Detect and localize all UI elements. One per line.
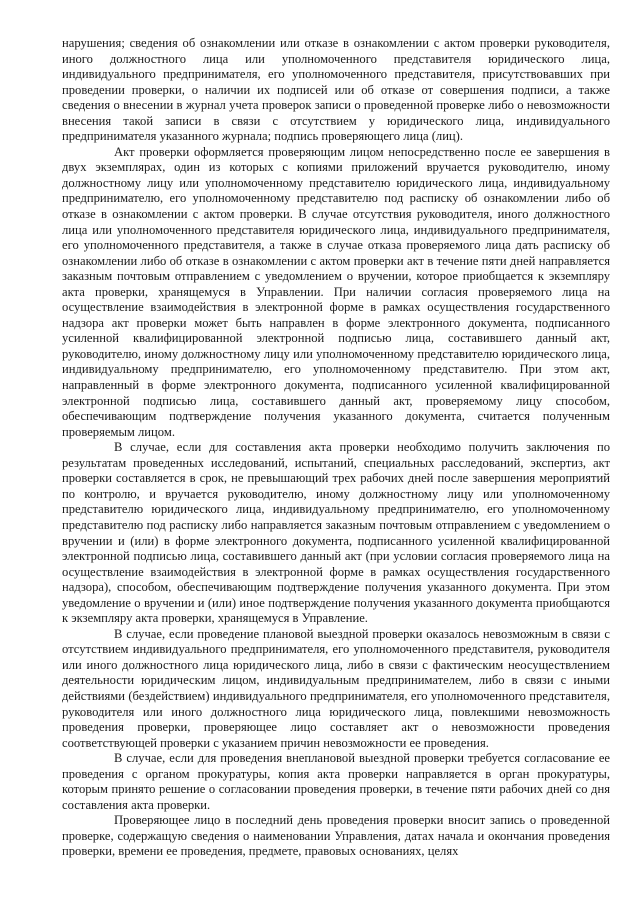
paragraph-5: В случае, если для проведения внеплановой выездной проверки требуется согласование ее проведения с органом прокуратуры, копия акта проверки направляется в орган прокуратуры, которым принято решение о согласовании проведения проверки, в течение пяти рабочих дней со дня составления акта проверки.	[62, 751, 610, 812]
paragraph-6: Проверяющее лицо в последний день проведения проверки вносит запись о проведенной проверке, содержащую сведения о наименовании Управления, датах начала и окончания проведения проверки, времени ее проведения, предмете, правовых основаниях, целях	[62, 813, 610, 859]
paragraph-3: В случае, если для составления акта проверки необходимо получить заключения по результатам проведенных исследований, испытаний, специальных расследований, экспертиз, акт проверки составляется в срок, не превышающий трех рабочих дней после завершения мероприятий по контролю, и вручается руководителю, иному должностному лицу или уполномоченному представителю юридического лица, индивидуальному предпринимателю, его уполномоченному представителю под расписку либо направляется заказным почтовым отправлением с уведомлением о вручении и (или) в форме электронного документа, подписанного усиленной квалифицированной электронной подписью лица, составившего данный акт (при условии согласия проверяемого лица на осуществление взаимодействия в электронной форме в рамках осуществления государственного надзора), способом, обеспечивающим подтверждение получения указанного документа. При этом уведомление о вручении и (или) иное подтверждение получения указанного документа приобщаются к экземпляру акта проверки, хранящемуся в Управление.	[62, 440, 610, 626]
paragraph-2: Акт проверки оформляется проверяющим лицом непосредственно после ее завершения в двух экземплярах, один из которых с копиями приложений вручается руководителю, иному должностному лицу или уполномоченному представителю юридического лица, индивидуальному предпринимателю, его уполномоченному представителю под расписку об ознакомлении либо об отказе в ознакомлении с актом проверки. В случае отсутствия руководителя, иного должностного лица или уполномоченного представителя юридического лица, индивидуального предпринимателя, его уполномоченного представителя, а также в случае отказа проверяемого лица дать расписку об ознакомлении либо об отказе в ознакомлении с актом проверки акт в течение пяти дней направляется заказным почтовым отправлением с уведомлением о вручении, которое приобщается к экземпляру акта проверки, хранящемуся в Управлении. При наличии согласия проверяемого лица на осуществление взаимодействия в электронной форме в рамках осуществления государственного надзора акт проверки может быть направлен в форме электронного документа, подписанного усиленной квалифицированной электронной подписью лица, составившего данный акт, руководителю, иному должностному лицу или уполномоченному представителю юридического лица, индивидуальному предпринимателю, его уполномоченному представителю. При этом акт, направленный в форме электронного документа, подписанного усиленной квалифицированной электронной подписью лица, составившего данный акт, проверяемому лицу способом, обеспечивающим подтверждение получения указанного документа, считается полученным проверяемым лицом.	[62, 144, 610, 439]
paragraph-4: В случае, если проведение плановой выездной проверки оказалось невозможным в связи с отсутствием индивидуального предпринимателя, его уполномоченного представителя, руководителя или иного должностного лица юридического лица, либо в связи с фактическим неосуществлением деятельности юридическим лицом, индивидуальным предпринимателем, либо в связи с иными действиями (бездействием) индивидуального предпринимателя, его уполномоченного представителя, руководителя или иного должностного лица юридического лица, повлекшими невозможность проведения проверки, проверяющее лицо составляет акт о невозможности проведения соответствующей проверки с указанием причин невозможности ее проведения.	[62, 626, 610, 750]
document-body	[62, 36, 610, 860]
paragraph-1: нарушения; сведения об ознакомлении или отказе в ознакомлении с актом проверки руководителя, иного должностного лица или уполномоченного представителя юридического лица, индивидуального предпринимателя, его уполномоченного представителя, присутствовавших при проведении проверки, о наличии их подписей или об отказе от совершения подписи, а также сведения о внесении в журнал учета проверок записи о проведенной проверке либо о невозможности внесения такой записи в связи с отсутствием у юридического лица, индивидуального предпринимателя указанного журнала; подпись проверяющего лица (лиц).	[62, 36, 610, 144]
